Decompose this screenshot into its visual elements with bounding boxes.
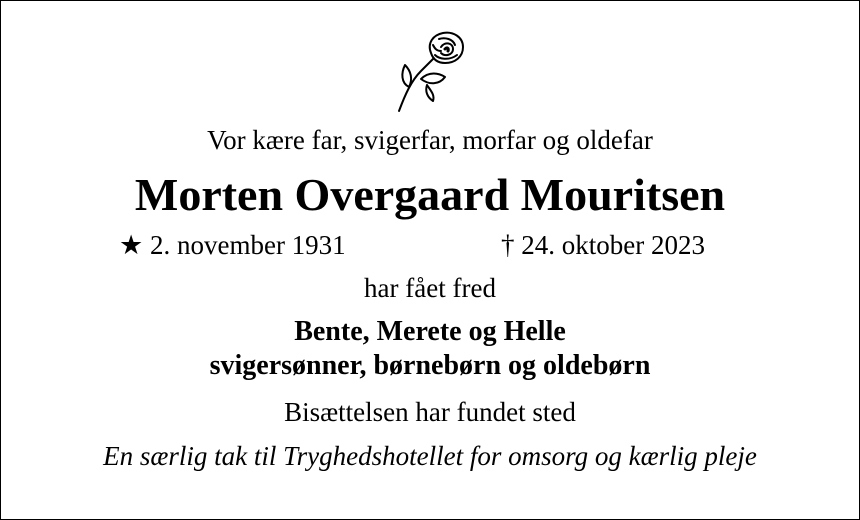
family-relations: svigersønner, børnebørn og oldebørn <box>209 350 651 381</box>
life-dates <box>1 227 859 263</box>
peace-text: har fået fred <box>364 273 496 303</box>
family-names: Bente, Merete og Helle <box>294 316 566 347</box>
birth-date-text: 2. november 1931 <box>149 230 346 260</box>
birth-date <box>119 227 346 263</box>
cross-icon: † <box>501 230 515 260</box>
rose-icon <box>391 29 471 113</box>
funeral-text: Bisættelsen har fundet sted <box>284 397 576 427</box>
intro-text: Vor kære far, svigerfar, morfar og oldefar <box>207 125 653 155</box>
death-date <box>501 227 705 263</box>
deceased-name: Morten Overgaard Mouritsen <box>134 169 726 220</box>
death-date-text: 24. oktober 2023 <box>521 230 705 260</box>
thanks-text: En særlig tak til Tryghedshotellet for omsorg og kærlig pleje <box>103 441 757 471</box>
star-icon: ★ <box>119 230 144 260</box>
